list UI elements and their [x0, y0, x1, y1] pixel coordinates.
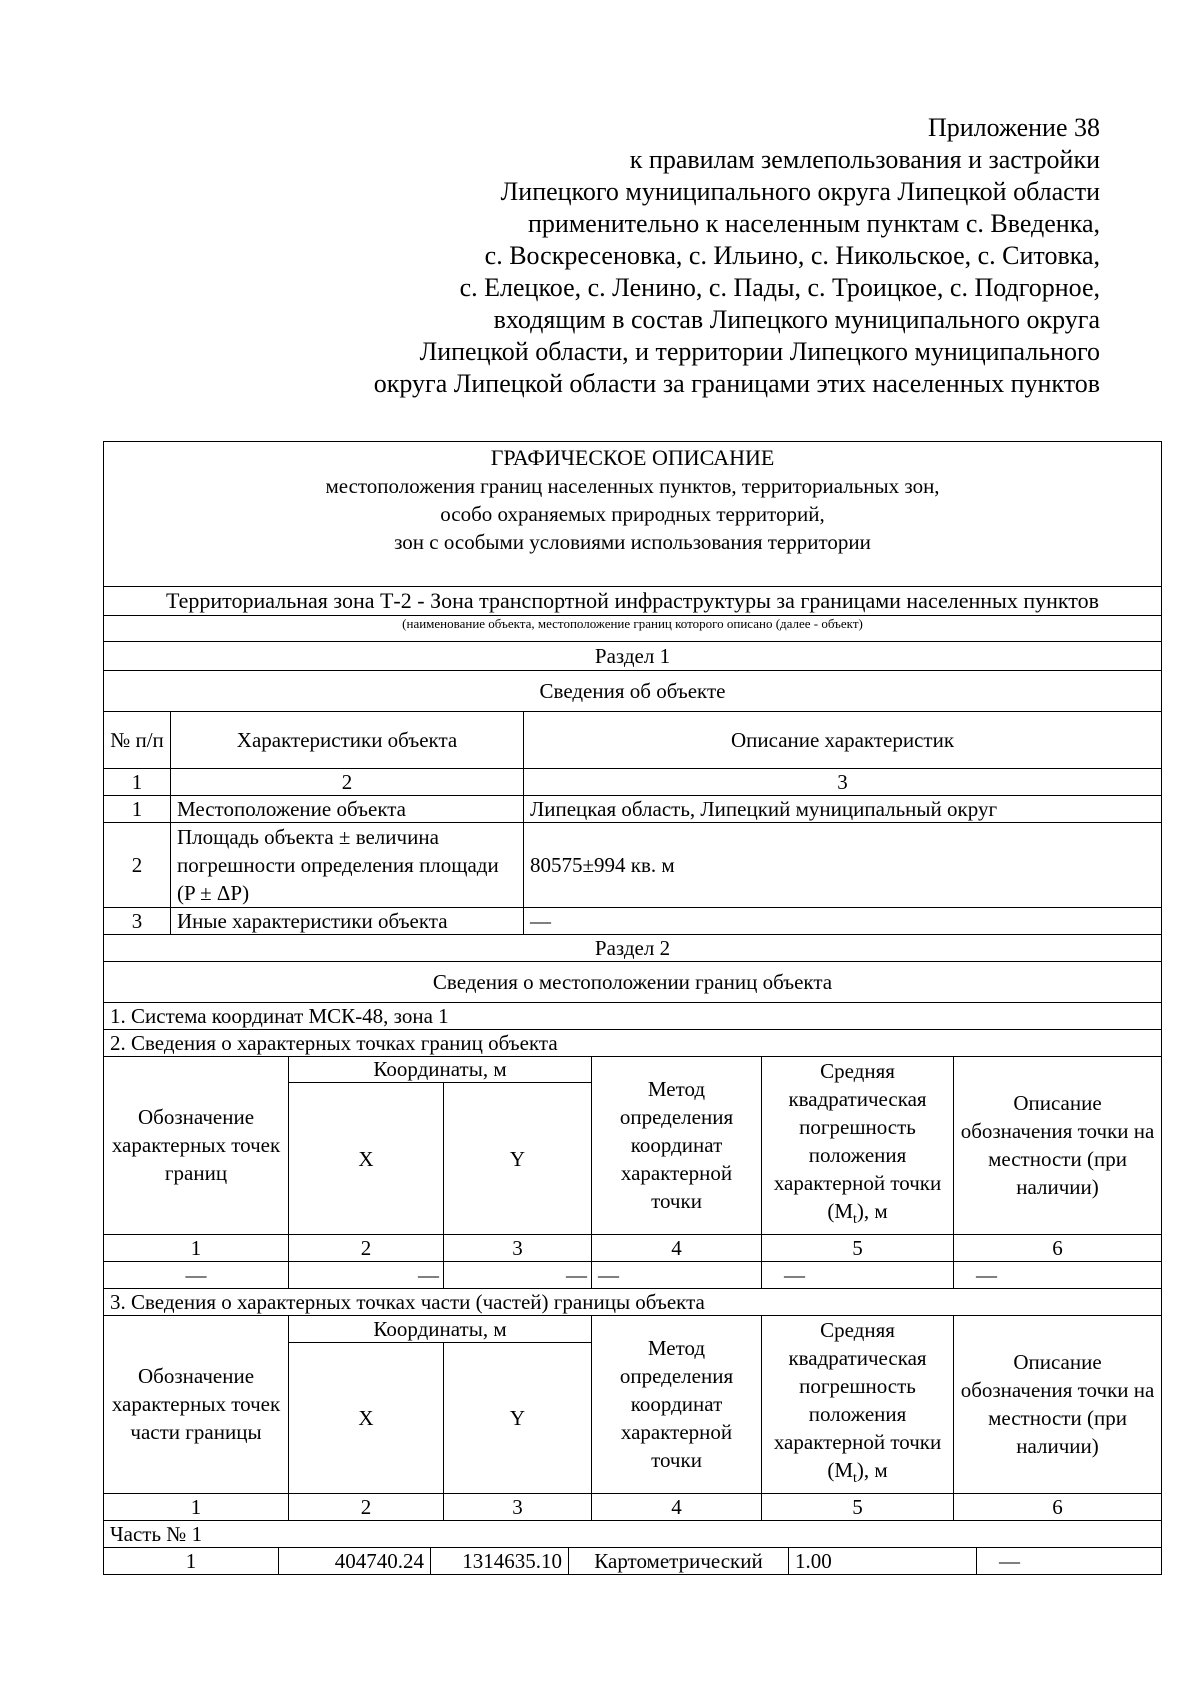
- empty-cell: —: [444, 1261, 592, 1288]
- header-line: применительно к населенным пунктам с. Введенка,: [528, 209, 1100, 238]
- point-y: 1314635.10: [431, 1547, 569, 1574]
- section2-title: Раздел 2: [104, 935, 1162, 962]
- header-line: округа Липецкой области за границами этих населенных пунктов: [373, 369, 1100, 398]
- index-cell: 6: [954, 1234, 1162, 1261]
- col-y-header: Y: [444, 1342, 592, 1493]
- col-coordinates-header: Координаты, м: [289, 1315, 592, 1342]
- col-error-header: Средняя квадратическая погрешность положения характерной точки $(M_t)$, м: [762, 1315, 954, 1493]
- header-line: к правилам землепользования и застройки: [629, 145, 1100, 174]
- row-number: 3: [104, 908, 171, 935]
- index-cell: 2: [289, 1493, 444, 1520]
- table-row: [104, 796, 1162, 823]
- row-characteristic: Иные характеристики объекта: [171, 908, 524, 935]
- part-points-table: [103, 1547, 1162, 1575]
- object-name: Территориальная зона Т-2 - Зона транспортной инфраструктуры за границами населенных пунктов: [104, 587, 1162, 616]
- index-cell: 1: [104, 769, 171, 796]
- header-line: Липецкого муниципального округа Липецкой области: [500, 177, 1100, 206]
- row-number: 1: [104, 796, 171, 823]
- col-method-header: Метод определения координат характерной точки: [592, 1315, 762, 1493]
- table-row: [104, 823, 1162, 908]
- points-table: [103, 1056, 1162, 1547]
- col-method-header: Метод определения координат характерной точки: [592, 1056, 762, 1234]
- row-description: Липецкая область, Липецкий муниципальный округ: [524, 796, 1162, 823]
- index-cell: 3: [444, 1234, 592, 1261]
- row-description: 80575±994 кв. м: [524, 823, 1162, 908]
- header-line: Липецкой области, и территории Липецкого муниципального: [419, 337, 1100, 366]
- empty-cell: —: [289, 1261, 444, 1288]
- header-line: входящим в состав Липецкого муниципального округа: [493, 305, 1100, 334]
- title-line: зон с особыми условиями использования территории: [394, 530, 871, 554]
- point-number: 1: [104, 1547, 279, 1574]
- point-error: 1.00: [789, 1547, 977, 1574]
- table-row: [104, 1547, 1162, 1574]
- row-number: 2: [104, 823, 171, 908]
- point-method: Картометрический: [569, 1547, 789, 1574]
- header-line: с. Воскресеновка, с. Ильино, с. Никольское, с. Ситовка,: [484, 241, 1100, 270]
- part-points-section-title: 3. Сведения о характерных точках части (частей) границы объекта: [104, 1288, 1162, 1315]
- col-characteristics-header: Характеристики объекта: [171, 712, 524, 769]
- points-section-title: 2. Сведения о характерных точках границ объекта: [104, 1030, 1162, 1057]
- col-x-header: X: [289, 1083, 444, 1234]
- index-cell: 3: [444, 1493, 592, 1520]
- title-block: [104, 442, 1162, 587]
- row-description: —: [524, 908, 1162, 935]
- empty-cell: —: [592, 1261, 762, 1288]
- index-cell: 4: [592, 1493, 762, 1520]
- appendix-header: [374, 112, 1100, 400]
- row-characteristic: Площадь объекта ± величина погрешности определения площади (P ± ΔP): [171, 823, 524, 908]
- index-cell: 1: [104, 1234, 289, 1261]
- title-line: особо охраняемых природных территорий,: [440, 502, 825, 526]
- index-cell: 2: [171, 769, 524, 796]
- col-error-header: Средняя квадратическая погрешность положения характерной точки $(M_t)$, м: [762, 1056, 954, 1234]
- document-title: ГРАФИЧЕСКОЕ ОПИСАНИЕ: [490, 445, 775, 470]
- object-name-note: (наименование объекта, местоположение границ которого описано (далее - объект): [104, 616, 1162, 642]
- point-x: 404740.24: [279, 1547, 431, 1574]
- section1-title: Раздел 1: [104, 642, 1162, 671]
- empty-cell: —: [762, 1261, 954, 1288]
- table-row: [104, 908, 1162, 935]
- section2-subtitle: Сведения о местоположении границ объекта: [104, 962, 1162, 1003]
- coordinate-system: 1. Система координат МСК-48, зона 1: [104, 1003, 1162, 1030]
- col-point-description-header: Описание обозначения точки на местности (при наличии): [954, 1315, 1162, 1493]
- col-x-header: X: [289, 1342, 444, 1493]
- col-y-header: Y: [444, 1083, 592, 1234]
- graphic-description-table: [103, 441, 1162, 1575]
- col-part-point-designation-header: Обозначение характерных точек части границы: [104, 1315, 289, 1493]
- header-line: с. Елецкое, с. Ленино, с. Пады, с. Троицкое, с. Подгорное,: [459, 273, 1100, 302]
- index-cell: 5: [762, 1234, 954, 1261]
- index-cell: 2: [289, 1234, 444, 1261]
- empty-cell: —: [104, 1261, 289, 1288]
- title-line: местоположения границ населенных пунктов, территориальных зон,: [325, 474, 940, 498]
- col-coordinates-header: Координаты, м: [289, 1056, 592, 1083]
- section1-table: [103, 441, 1162, 1057]
- table-row: [104, 1261, 1162, 1288]
- col-point-description-header: Описание обозначения точки на местности (при наличии): [954, 1056, 1162, 1234]
- header-line: Приложение 38: [927, 113, 1100, 142]
- col-number-header: № п/п: [104, 712, 171, 769]
- section1-subtitle: Сведения об объекте: [104, 671, 1162, 712]
- empty-cell: —: [954, 1261, 1162, 1288]
- row-characteristic: Местоположение объекта: [171, 796, 524, 823]
- index-cell: 4: [592, 1234, 762, 1261]
- part-label: Часть № 1: [104, 1520, 1162, 1547]
- index-cell: 6: [954, 1493, 1162, 1520]
- index-cell: 3: [524, 769, 1162, 796]
- col-point-designation-header: Обозначение характерных точек границ: [104, 1056, 289, 1234]
- index-cell: 5: [762, 1493, 954, 1520]
- point-description: —: [977, 1547, 1162, 1574]
- index-cell: 1: [104, 1493, 289, 1520]
- col-description-header: Описание характеристик: [524, 712, 1162, 769]
